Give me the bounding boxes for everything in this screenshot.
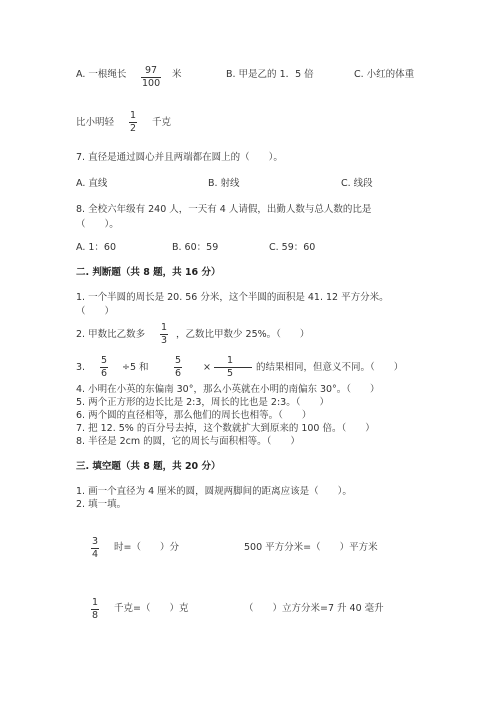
fraction-denominator: 4 (92, 549, 99, 560)
judge-item-5: 5. 两个正方形的边长比是 2:3，周长的比也是 2:3。（ ） (76, 397, 329, 408)
fraction-denominator: 2 (130, 123, 137, 134)
judge-item-3-fraction-2 (174, 356, 182, 379)
fraction-numerator: 5 (175, 355, 182, 366)
section2-title: 二. 判断题（共 8 题，共 16 分） (76, 267, 221, 278)
judge-item-3-prefix: 3. (76, 362, 86, 373)
q7-option-a: A. 直线 (76, 178, 108, 189)
fill-row1-fraction (91, 537, 99, 560)
fraction-numerator: 1 (92, 597, 99, 608)
fraction-numerator: 1 (130, 110, 137, 121)
q6-option-a-fraction (141, 66, 161, 89)
fraction-denominator: 100 (142, 78, 161, 89)
q6-option-c-unit: 千克 (152, 117, 172, 128)
judge-item-7: 7. 把 12. 5% 的百分号去掉，这个数就扩大到原来的 100 倍。（ ） (76, 423, 375, 434)
q8-text: 8. 全校六年级有 240 人，一天有 4 人请假，出勤人数与总人数的比是 (76, 204, 372, 215)
fill-row1-left: 时=（ ）分 (114, 542, 179, 553)
q6-option-c-prefix: 比小明轻 (76, 117, 115, 128)
fraction-numerator: 1 (227, 355, 234, 366)
judge-item-2-fraction (160, 323, 168, 346)
judge-item-2-prefix: 2. 甲数比乙数多 (76, 329, 146, 340)
q8-option-c: C. 59：60 (269, 242, 316, 253)
fraction-denominator: 8 (92, 610, 99, 621)
fill-row2-right: （ ）立方分米=7 升 40 毫升 (244, 603, 384, 614)
judge-item-3-mid: ÷5 和 (122, 362, 149, 373)
fraction-denominator: 6 (175, 368, 182, 379)
fraction-numerator: 3 (92, 536, 99, 547)
fill-item-1: 1. 画一个直径为 4 厘米的圆，圆规两脚间的距离应该是（ ）。 (76, 486, 352, 497)
q7-option-b: B. 射线 (208, 178, 240, 189)
fraction-numerator: 97 (145, 65, 158, 76)
judge-item-2-suffix: ，乙数比甲数少 25%。（ ） (176, 329, 310, 340)
fraction-denominator: 3 (161, 335, 168, 346)
judge-item-3-suffix: 的结果相同，但意义不同。（ ） (256, 362, 404, 373)
fraction-numerator: 1 (161, 322, 168, 333)
judge-item-1: 1. 一个半圆的周长是 20. 56 分米，这个半圆的面积是 41. 12 平方分米。 (76, 292, 389, 303)
fraction-numerator: 5 (101, 355, 108, 366)
fill-row2-fraction (91, 598, 99, 621)
judge-item-3-fraction-1 (100, 356, 108, 379)
fill-row1-right: 500 平方分米=（ ）平方米 (244, 542, 378, 553)
judge-item-1-blank: （ ） (76, 306, 115, 317)
judge-item-6: 6. 两个圆的直径相等，那么他们的周长也相等。（ ） (76, 410, 312, 421)
judge-item-3-underline (214, 367, 252, 368)
judge-item-8: 8. 半径是 2cm 的圆，它的周长与面积相等。（ ） (76, 436, 300, 447)
fill-row2-left: 千克=（ ）克 (114, 603, 189, 614)
judge-item-3-times: × (203, 362, 211, 373)
q7-option-c: C. 线段 (341, 178, 373, 189)
q6-option-c-fraction (129, 111, 137, 134)
q7-text: 7. 直径是通过圆心并且两端都在圆上的（ ）。 (76, 152, 283, 163)
q6-option-a-unit: 米 (172, 69, 182, 80)
q8-option-b: B. 60：59 (172, 242, 219, 253)
judge-item-4: 4. 小明在小英的东偏南 30°，那么小英就在小明的南偏东 30°。（ ） (76, 384, 380, 395)
q8-option-a: A. 1：60 (76, 242, 117, 253)
q6-option-c-line1: C. 小红的体重 (354, 69, 415, 80)
fraction-denominator: 6 (101, 368, 108, 379)
fill-item-2: 2. 填一填。 (76, 499, 127, 510)
q6-option-b: B. 甲是乙的 1．5 倍 (226, 69, 314, 80)
fraction-denominator: 5 (227, 368, 234, 379)
section3-title: 三. 填空题（共 8 题，共 20 分） (76, 461, 221, 472)
q8-blank: （ ）。 (76, 219, 119, 230)
q6-option-a-prefix: A. 一根绳长 (76, 69, 127, 80)
